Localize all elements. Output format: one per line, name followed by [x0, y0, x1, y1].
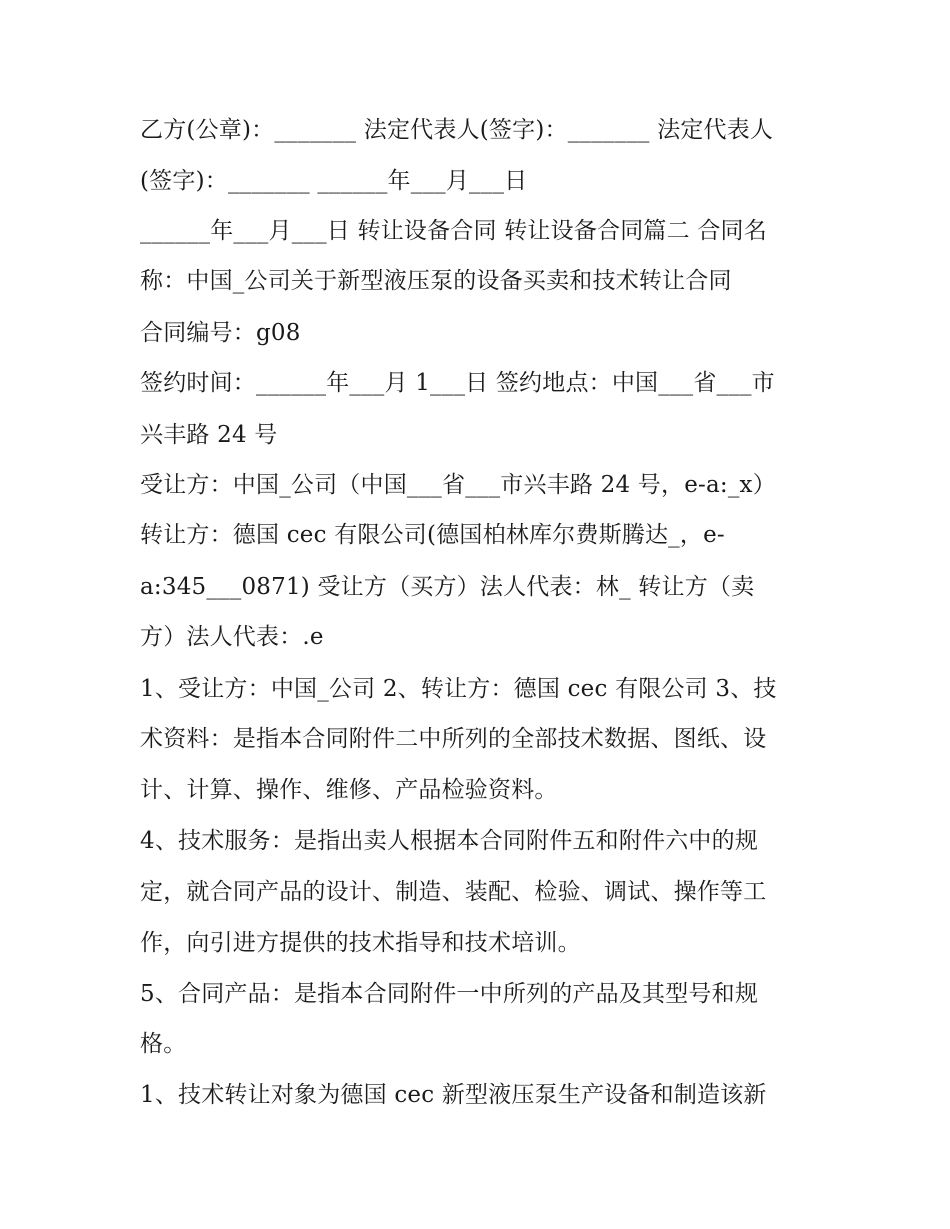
text-line: 称：中国_公司关于新型液压泵的设备买卖和技术转让合同	[140, 268, 732, 294]
text-line: 合同编号：g08	[140, 320, 301, 346]
text-line: 签约时间：______年___月 1___日 签约地点：中国___省___市	[140, 370, 775, 396]
text-line: 方）法人代表：.e	[140, 624, 324, 650]
text-line: a:345___0871) 受让方（买方）法人代表：林_ 转让方（卖	[140, 574, 755, 600]
text-line: 兴丰路 24 号	[140, 422, 278, 448]
text-line: 乙方(公章)：_______ 法定代表人(签字)：_______ 法定代表人	[140, 117, 774, 143]
text-line: 受让方：中国_公司（中国___省___市兴丰路 24 号，e-a:_x）	[140, 472, 776, 498]
text-line: 格。	[140, 1031, 187, 1057]
text-line: 计、计算、操作、维修、产品检验资料。	[140, 777, 558, 803]
text-line: 1、技术转让对象为德国 cec 新型液压泵生产设备和制造该新	[140, 1082, 767, 1108]
text-line: 5、合同产品：是指本合同附件一中所列的产品及其型号和规	[140, 981, 759, 1007]
text-line: 术资料：是指本合同附件二中所列的全部技术数据、图纸、设	[140, 726, 767, 752]
text-line: 作，向引进方提供的技术指导和技术培训。	[140, 930, 581, 956]
text-line: 定，就合同产品的设计、制造、装配、检验、调试、操作等工	[140, 879, 767, 905]
text-line: ______年___月___日 转让设备合同 转让设备合同篇二 合同名	[140, 218, 767, 244]
text-line: 转让方：德国 cec 有限公司(德国柏林库尔费斯腾达_，e-	[140, 522, 725, 548]
text-line: (签字)：_______ ______年___月___日	[140, 168, 528, 194]
text-line: 1、受让方：中国_公司 2、转让方：德国 cec 有限公司 3、技	[140, 676, 777, 702]
text-line: 4、技术服务：是指出卖人根据本合同附件五和附件六中的规	[140, 828, 759, 854]
